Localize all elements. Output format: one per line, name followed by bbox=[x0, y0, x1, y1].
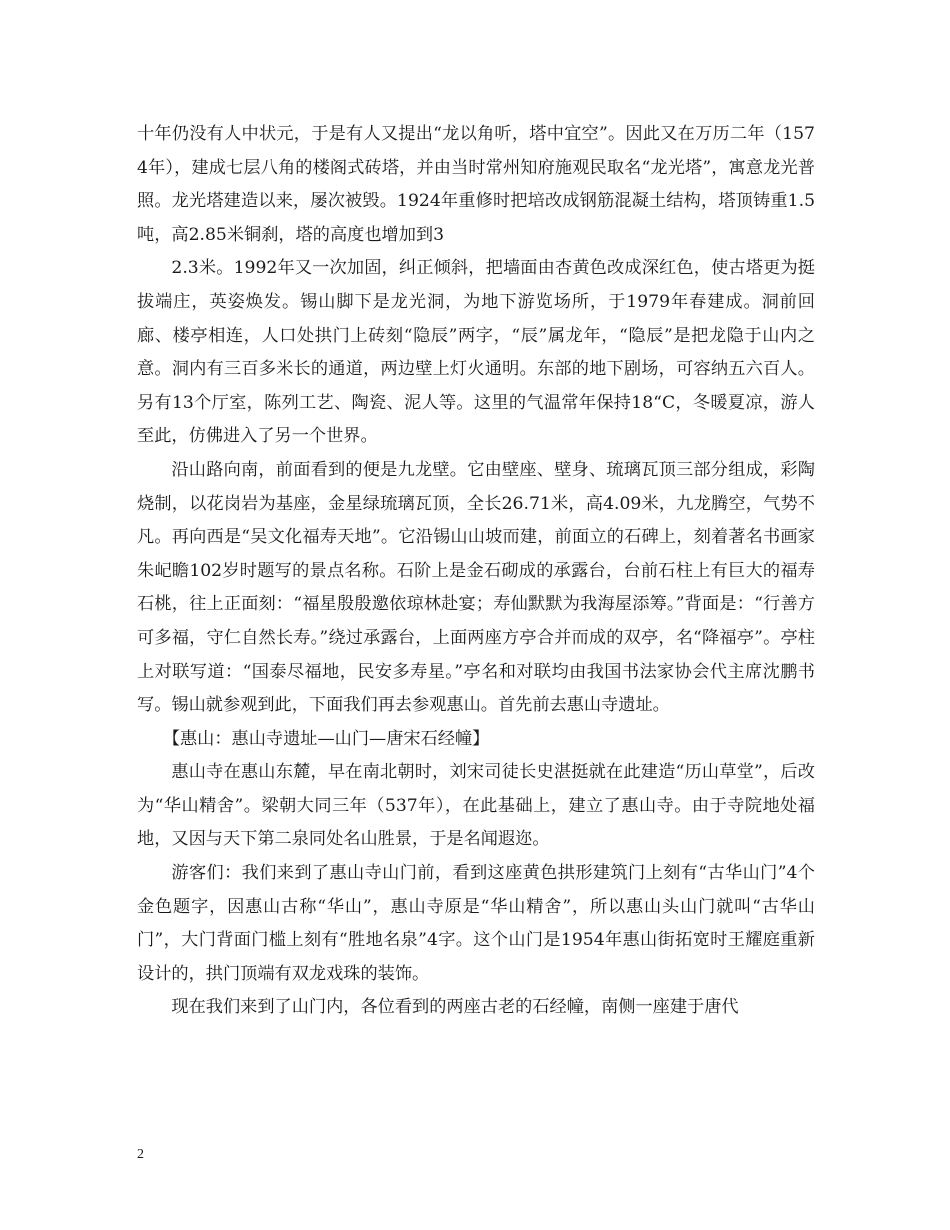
paragraph-4: 惠山寺在惠山东麓，早在南北朝时，刘宋司徒长史湛挺就在此建造“历山草堂”，后改为“华山精舍”。梁朝大同三年（537年），在此基础上，建立了惠山寺。由于寺院地处福地，又因与天下第二泉同处名山胜景，于是名闻遐迩。 bbox=[137, 762, 815, 850]
page-number: 2 bbox=[137, 1147, 144, 1162]
paragraph-5: 游客们：我们来到了惠山寺山门前，看到这座黄色拱形建筑门上刻有“古华山门”4个金色题字，因惠山古称“华山”，惠山寺原是“华山精舍”，所以惠山头山门就叫“古华山门”，大门背面门槛上刻有“胜地名泉”4字。这个山门是1954年惠山街拓宽时王耀庭重新设计的，拱门顶端有双龙戏珠的装饰。 bbox=[137, 863, 815, 984]
document-body bbox=[137, 118, 815, 1025]
paragraph-3: 沿山路向南，前面看到的便是九龙壁。它由壁座、壁身、琉璃瓦顶三部分组成，彩陶烧制，以花岗岩为基座，金星绿琉璃瓦顶，全长26.71米，高4.09米，九龙腾空，气势不凡。再向西是“吴文化福寿天地”。它沿锡山山坡而建，前面立的石碑上，刻着著名书画家朱屺瞻102岁时题写的景点名称。石阶上是金石砌成的承露台，台前石柱上有巨大的福寿石桃，往上正面刻：“福星殷殷邀依琼林赴宴；寿仙默默为我海屋添筹。”背面是：“行善方可多福，守仁自然长寿。”绕过承露台，上面两座方亭合并而成的双亭，名“降福亭”。亭柱上对联写道：“国泰尽福地，民安多寿星。”亭名和对联均由我国书法家协会代主席沈鹏书写。锡山就参观到此，下面我们再去参观惠山。首先前去惠山寺遗址。 bbox=[137, 459, 815, 716]
paragraph-1: 十年仍没有人中状元，于是有人又提出“龙以角听，塔中宜空”。因此又在万历二年（1574年），建成七层八角的楼阁式砖塔，并由当时常州知府施观民取名“龙光塔”，寓意龙光普照。龙光塔建造以来，屡次被毁。1924年重修时把培改成钢筋混凝土结构，塔顶铸重1.5吨，高2.85米铜刹，塔的高度也增加到3 bbox=[137, 124, 815, 245]
paragraph-6: 现在我们来到了山门内，各位看到的两座古老的石经幢，南侧一座建于唐代 bbox=[171, 997, 739, 1018]
paragraph-2: 2.3米。1992年又一次加固，纠正倾斜，把墙面由杏黄色改成深红色，使古塔更为挺拔端庄，英姿焕发。锡山脚下是龙光洞，为地下游览场所，于1979年春建成。洞前回廊、楼亭相连，人口处拱门上砖刻“隐辰”两字，“辰”属龙年，“隐辰”是把龙隐于山内之意。洞内有三百多米长的通道，两边壁上灯火通明。东部的地下剧场，可容纳五六百人。另有13个厅室，陈列工艺、陶瓷、泥人等。这里的气温常年保持18“C，冬暖夏凉，游人至此，仿佛进入了另一个世界。 bbox=[137, 258, 815, 447]
section-heading: 【惠山：惠山寺遗址—山门—唐宋石经幢】 bbox=[162, 728, 490, 749]
